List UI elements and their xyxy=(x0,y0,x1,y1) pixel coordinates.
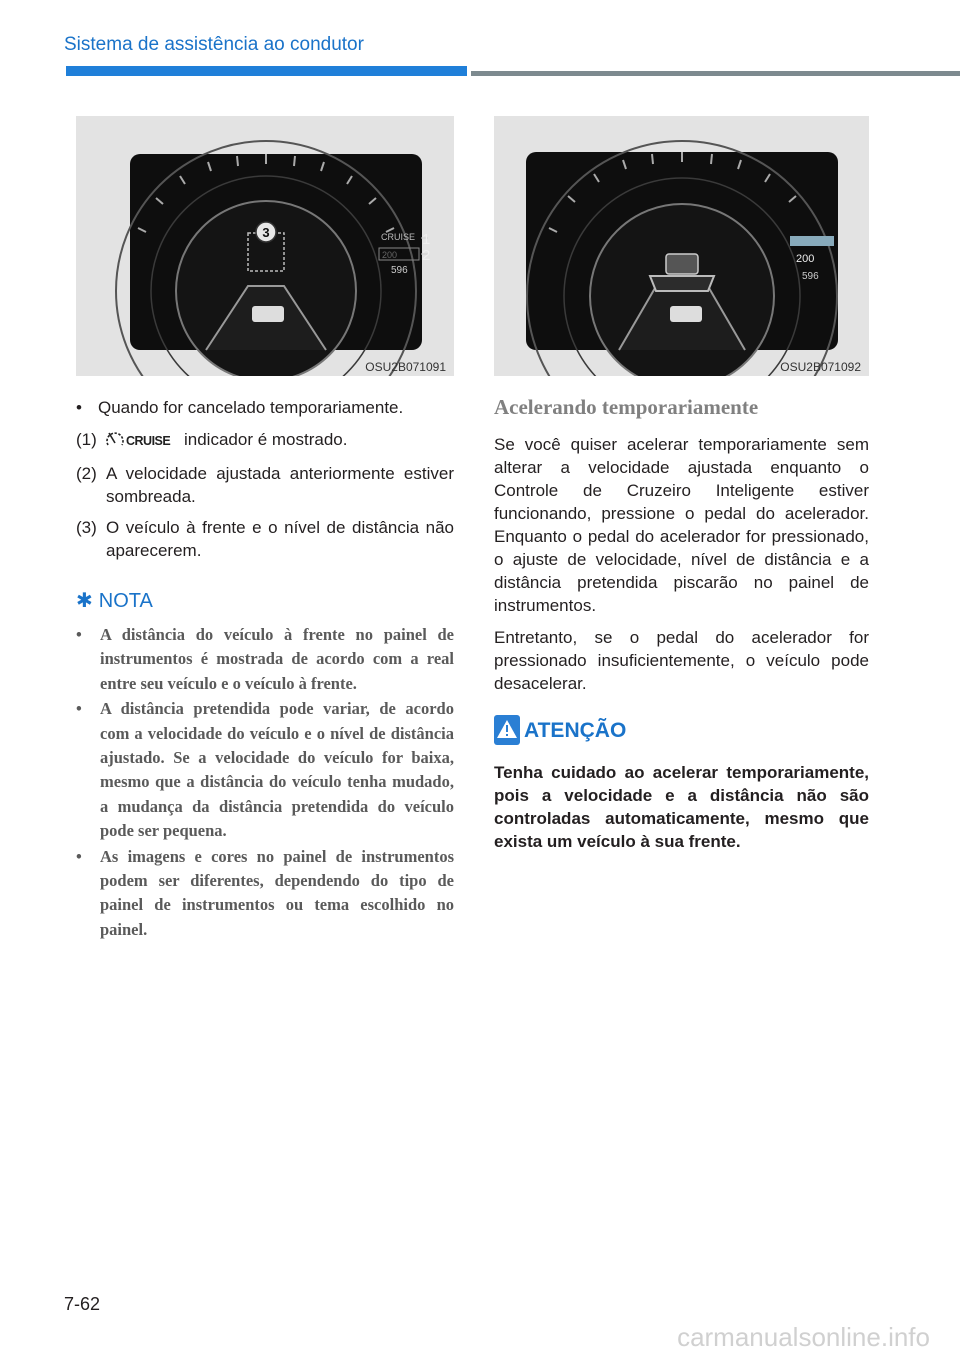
left-column xyxy=(76,396,454,943)
warning-text: Tenha cuidado ao acelerar temporariamente, pois a velocidade e a distância não são controladas automaticamente, mesmo que exista um veículo à sua frente. xyxy=(494,763,869,851)
speed-text-right: 200 xyxy=(796,253,815,265)
header-title: Sistema de assistência ao condutor xyxy=(64,34,364,55)
figure-code-right: OSU2B071092 xyxy=(780,360,861,374)
nota-heading xyxy=(76,590,454,613)
range-text-right: 596 xyxy=(802,271,819,282)
cruise-icon-label: CRUISE xyxy=(126,434,171,448)
paragraph: Entretanto, se o pedal do acelerador for pressionado insuficientemente, o veículo pode desacelerar. xyxy=(494,628,869,693)
section-title: Acelerando temporariamente xyxy=(494,395,759,419)
nota-item xyxy=(76,845,454,943)
cluster-illustration-right xyxy=(494,116,869,376)
item-number: (3) xyxy=(76,518,97,537)
right-column xyxy=(494,396,869,853)
numbered-item-3 xyxy=(76,516,454,562)
item-number: (2) xyxy=(76,464,97,483)
asterisk-icon: ✱ xyxy=(76,590,93,612)
callout-1: 1 xyxy=(422,231,431,248)
paragraph: Se você quiser acelerar temporariamente sem alterar a velocidade ajustada enquanto o Controle de Cruzeiro Inteligente estiver funcionando, pressione o pedal do acelerador. Enquanto o pedal do acelerador for pressionado, o ajuste de velocidade, nível de distância e a distância pretendida piscarão no painel de instrumentos. xyxy=(494,435,869,615)
figure-accelerating xyxy=(494,116,869,376)
smart-cruise-icon xyxy=(106,430,180,454)
figure-cruise-cancelled xyxy=(76,116,454,376)
figure-code-left: OSU2B071091 xyxy=(365,360,446,374)
cluster-illustration-left xyxy=(76,116,454,376)
item-text: O veículo à frente e o nível de distância não aparecerem. xyxy=(106,518,454,560)
page-number: 7-62 xyxy=(64,1294,101,1314)
nota-item xyxy=(76,697,454,843)
bullet-dot: • xyxy=(76,398,82,417)
item-text: indicador é mostrado. xyxy=(184,430,348,449)
cruise-label: CRUISE xyxy=(381,232,416,242)
warning-icon xyxy=(494,715,520,751)
bullet-dot: • xyxy=(76,846,82,866)
nota-item xyxy=(76,623,454,696)
nota-text: As imagens e cores no painel de instrumentos podem ser diferentes, dependendo do tipo de painel de instrumentos ou tema escolhido no painel. xyxy=(100,846,454,939)
numbered-item-2 xyxy=(76,462,454,508)
range-text: 596 xyxy=(391,265,408,276)
bullet-item xyxy=(76,396,454,419)
watermark: carmanualsonline.info xyxy=(677,1322,930,1352)
numbered-item-1 xyxy=(76,428,454,454)
warning-title: ATENÇÃO xyxy=(524,719,627,742)
item-number: (1) xyxy=(76,430,97,449)
item-text: A velocidade ajustada anteriormente estiver sombreada. xyxy=(106,464,454,506)
nota-text: A distância pretendida pode variar, de acordo com a velocidade do veículo e o nível de distância ajustado. Se a velocidade do veículo for baixa, mesmo que a distância do veículo tenha mudado, a mudança da distância pretendida do veículo pode ser pequena. xyxy=(100,699,454,841)
callout-3: 3 xyxy=(262,225,270,240)
speed-text: 200 xyxy=(382,250,398,260)
header-bar-blue xyxy=(66,66,467,76)
header-bar-gray xyxy=(471,71,960,76)
bullet-text: Quando for cancelado temporariamente. xyxy=(98,398,404,417)
warning-heading xyxy=(494,719,869,749)
bullet-dot: • xyxy=(76,625,82,644)
bullet-dot: • xyxy=(76,699,82,719)
nota-title: NOTA xyxy=(98,590,153,612)
callout-2: 2 xyxy=(422,247,431,264)
nota-text: A distância do veículo à frente no painel de instrumentos é mostrada de acordo com a real entre seu veículo e o veículo à frente. xyxy=(100,625,454,693)
